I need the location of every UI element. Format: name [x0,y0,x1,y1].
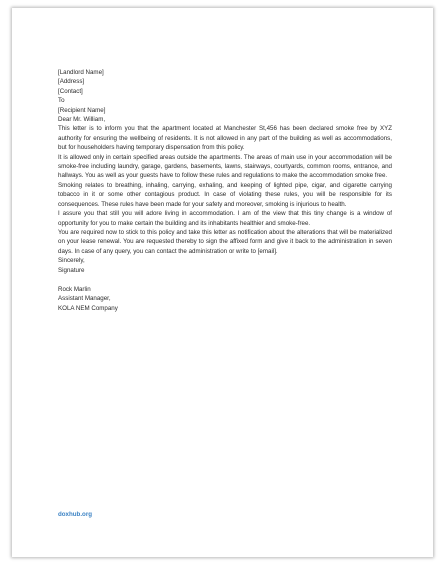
paragraph-5: You are required now to stick to this policy and take this letter as notification about the alterations that will be materialized on your lease renewal. You are requested thereby to sign the affixed form and give it back to the administration in seven days. In case of any query, you can contact the administration or write to [email]. [58,228,392,255]
letter-body [58,68,392,313]
paragraph-1: This letter is to inform you that the apartment located at Manchester St,456 has been declared smoke free by XYZ authority for ensuring the wellbeing of residents. It is not allowed in any part of the building as well as accommodations, but for householders having temporary dispensation from this policy. [58,125,392,152]
to-label: To [58,97,65,105]
sender-contact: [Contact] [58,87,83,95]
letter-page [12,8,433,557]
paragraph-3: Smoking relates to breathing, inhaling, carrying, exhaling, and keeping of lighted pipe, cigar, and cigarette carrying tobacco in it or some other contagious product. In case of violating these rules, you will be responsible for its consequences. These rules have been made for your safety and moreover, smoking is injurious to health. [58,181,392,208]
signer-block [58,285,392,313]
brand-logo-text: doxhub.org [58,511,93,518]
sender-address: [Address] [58,78,85,86]
signer-name: Rock Marlin [58,285,91,293]
recipient-name: [Recipient Name] [58,106,106,114]
paragraph-2: It is allowed only in certain specified areas outside the apartments. The areas of main use in your accommodation will be smoke-free including laundry, garage, gardens, basements, lawns, stairways, courtyards, common rooms, entrance, and hallways. You as well as your guests have to follow these rules and regulations to make the accommodation smoke free. [58,153,392,180]
sender-block [58,68,392,96]
sender-name: [Landlord Name] [58,69,104,76]
signer-title: Assistant Manager, [58,295,111,303]
paragraph-4: I assure you that still you will adore living in accommodation. I am of the view that this tiny change is a window of opportunity for you to make certain the building and its inhabitants healthier and smoke-free. [58,210,392,227]
salutation: Dear Mr. William, [58,116,106,124]
closing: Sincerely, [58,257,85,265]
signature-label: Signature [58,266,85,274]
signer-company: KOLA NEM Company [58,304,118,312]
